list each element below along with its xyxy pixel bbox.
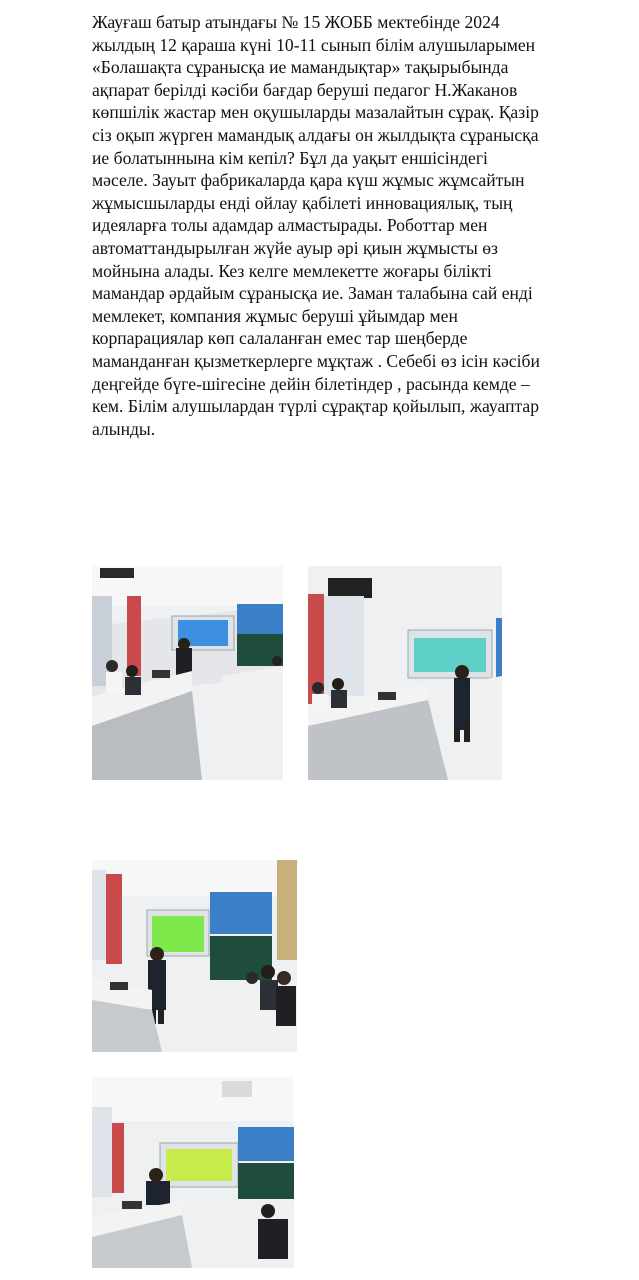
projector-screen — [166, 1149, 232, 1181]
projector-screen — [152, 916, 204, 952]
article-paragraph: Жауғаш батыр атындағы № 15 ЖОББ мектебінде 2024 жылдың 12 қараша күні 10-11 сынып білім алушыларымен «Болашақта сұранысқа ие мамандықтар» тақырыбында ақпарат берілді кәсіби бағдар беруші педагог Н.Жаканов көпшілік жастар мен оқушыларды мазалайтын сұрақ. Қазір сіз оқып жүрген мамандық алдағы он жылдықта сұранысқа ие болатыннына кім кепіл? Бұл да уақыт еншісіндегі мәселе. Зауыт фабрикаларда қара күш жұмыс жұмсайтын жұмысшыларды енді ойлау қабілеті инновациялық, тың идеяларға толы адамдар алмастырады. Роботтар мен автоматтандырылған жүйе ауыр әрі қиын жұмысты өз мойнына алады. Кез келге мемлекетте жоғары білікті мамандар әрдайым сұранысқа ие. Заман талабына сай енді мемлекет, компания жұмыс беруші ұйымдар мен корпарациялар көп салаланған емес тар шеңберде маманданған қызметкерлерге мұқтаж . Себебі өз ісін кәсіби деңгейде бүге-шігесіне дейін білетіндер , расында кемде – кем. Білім алушылардан түрлі сұрақтар қойылып, жауаптар алынды. — [92, 12, 540, 439]
classroom-photo-4 — [92, 1077, 294, 1268]
classroom-photo-1 — [92, 566, 283, 780]
classroom-photo-3 — [92, 860, 297, 1052]
projector-screen — [414, 638, 486, 672]
classroom-photo-2 — [308, 566, 502, 780]
